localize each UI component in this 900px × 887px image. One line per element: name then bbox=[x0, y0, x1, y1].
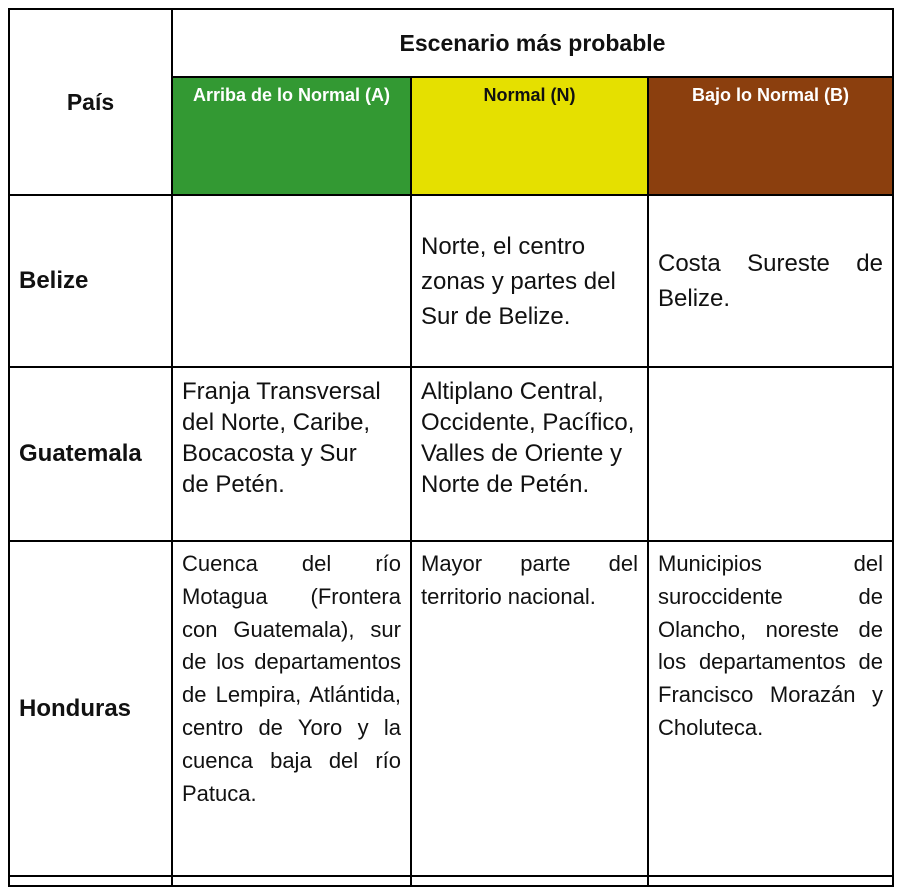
table-row-belize bbox=[9, 195, 893, 367]
above-normal-text-guatemala: Franja Transversal del Norte, Caribe, Bocacosta y Sur de Petén. bbox=[182, 378, 381, 498]
above-normal-text-honduras: Cuenca del río Motagua (Frontera con Guatemala), sur de los departamentos de Lempira, Atlántida, centro de Yoro y la cuenca baja del río Patuca. bbox=[182, 551, 401, 806]
above-normal-cell-honduras bbox=[172, 541, 411, 876]
scenario-table bbox=[8, 8, 894, 887]
country-cell-guatemala: Guatemala bbox=[9, 367, 172, 541]
below-normal-cell-guatemala bbox=[648, 367, 893, 541]
category-below-normal-label: Bajo lo Normal (B) bbox=[691, 85, 849, 105]
continued-cell-3 bbox=[411, 876, 648, 886]
category-above-normal-label: Arriba de lo Normal (A) bbox=[192, 85, 391, 105]
category-below-normal-header bbox=[648, 77, 893, 195]
below-normal-cell-honduras bbox=[648, 541, 893, 876]
table-row-honduras bbox=[9, 541, 893, 876]
scenario-header: Escenario más probable bbox=[172, 9, 893, 77]
continued-cell-4 bbox=[648, 876, 893, 886]
normal-cell-guatemala bbox=[411, 367, 648, 541]
pais-header: País bbox=[9, 9, 172, 195]
below-normal-text-honduras: Municipios del suroccidente de Olancho, noreste de los departamentos de Francisco Morazán y Choluteca. bbox=[658, 551, 883, 740]
continued-cell-1 bbox=[9, 876, 172, 886]
category-above-normal-header bbox=[172, 77, 411, 195]
table-row-continued bbox=[9, 876, 893, 886]
normal-text-belize: Norte, el centro zonas y partes del Sur de Belize. bbox=[421, 232, 616, 330]
header-row-1 bbox=[9, 9, 893, 77]
category-normal-label: Normal (N) bbox=[483, 85, 576, 105]
country-cell-belize: Belize bbox=[9, 195, 172, 367]
above-normal-cell-belize bbox=[172, 195, 411, 367]
continued-cell-2 bbox=[172, 876, 411, 886]
table-row-guatemala bbox=[9, 367, 893, 541]
above-normal-cell-guatemala bbox=[172, 367, 411, 541]
normal-text-guatemala: Altiplano Central, Occidente, Pacífico, Valles de Oriente y Norte de Petén. bbox=[421, 378, 635, 498]
below-normal-cell-belize bbox=[648, 195, 893, 367]
normal-cell-belize bbox=[411, 195, 648, 367]
category-normal-header bbox=[411, 77, 648, 195]
normal-cell-honduras bbox=[411, 541, 648, 876]
normal-text-honduras: Mayor parte del territorio nacional. bbox=[421, 551, 638, 609]
below-normal-text-belize: Costa Sureste de Belize. bbox=[658, 250, 883, 312]
country-cell-honduras: Honduras bbox=[9, 541, 172, 876]
